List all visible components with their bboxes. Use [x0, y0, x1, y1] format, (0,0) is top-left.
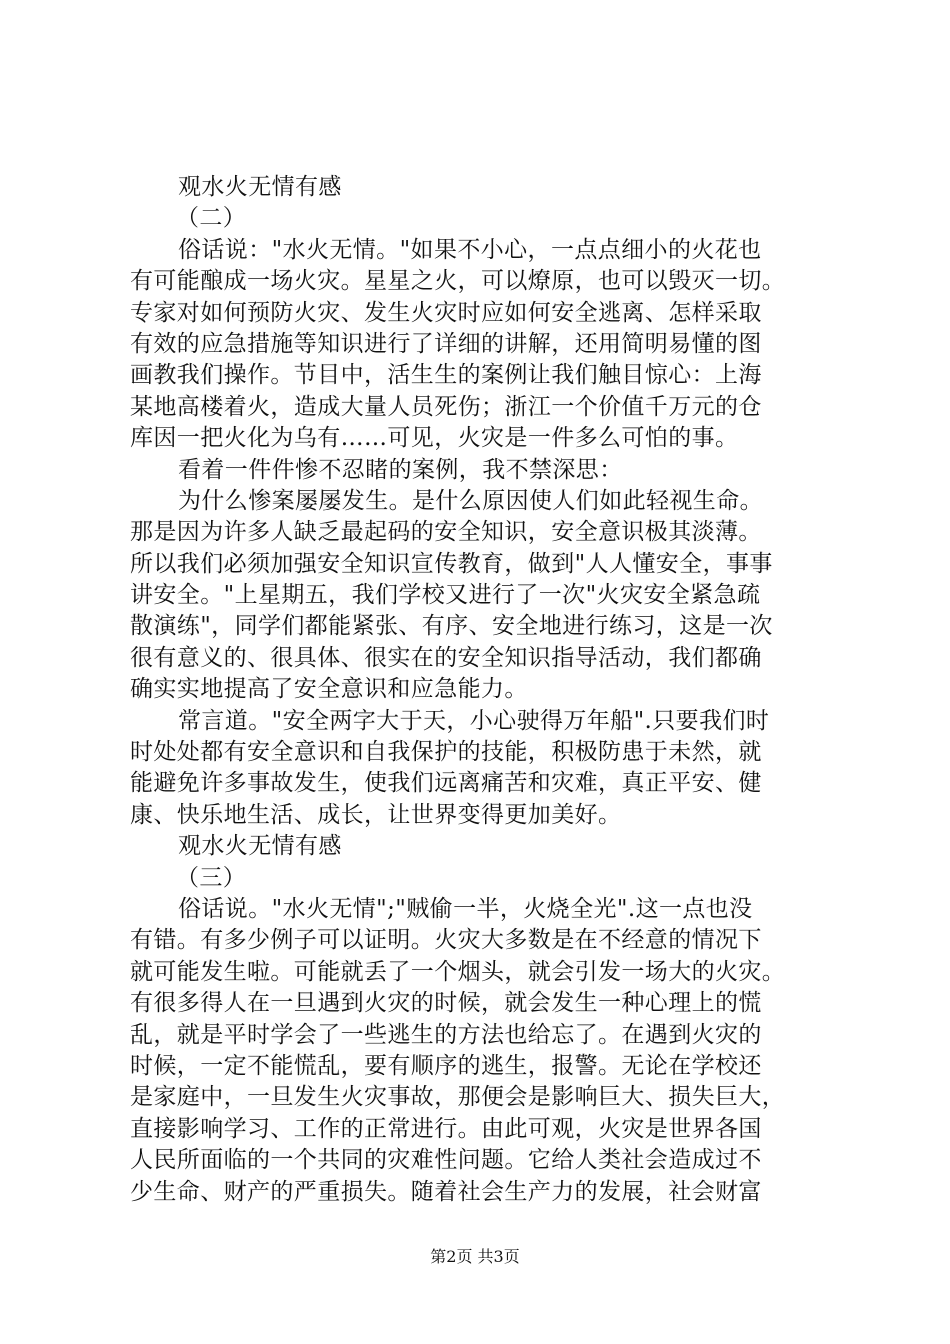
text-line: 是家庭中，一旦发生火灾事故，那便会是影响巨大、损失巨大，: [130, 1084, 786, 1111]
text-line: 康、快乐地生活、成长，让世界变得更加美好。: [130, 801, 622, 828]
text-line: 有可能酿成一场火灾。星星之火，可以燎原，也可以毁灭一切。: [130, 268, 786, 295]
text-line: 少生命、财产的严重损失。随着社会生产力的发展，社会财富: [130, 1178, 762, 1205]
text-line: 有效的应急措施等知识进行了详细的讲解，还用简明易懂的图: [130, 330, 762, 357]
text-line: 时处处都有安全意识和自我保护的技能，积极防患于未然，就: [130, 739, 762, 766]
text-line: 很有意义的、很具体、很实在的安全知识指导活动，我们都确: [130, 644, 762, 671]
paragraph: [130, 706, 830, 832]
text-line: 确实实地提高了安全意识和应急能力。: [130, 676, 528, 703]
section-subtitle: （二）: [176, 205, 247, 232]
text-line: 某地高楼着火，造成大量人员死伤；浙江一个价值千万元的仓: [130, 393, 762, 420]
text-line: 那是因为许多人缺乏最起码的安全知识，安全意识极其淡薄。: [130, 519, 762, 546]
paragraph: [130, 894, 830, 1208]
text-line: 库因一把火化为乌有……可见，火灾是一件多么可怕的事。: [130, 425, 739, 452]
text-line: 能避免许多事故发生，使我们远离痛苦和灾难，真正平安、健: [130, 770, 762, 797]
text-line: 常言道。"安全两字大于天，小心驶得万年船".只要我们时: [178, 707, 770, 734]
text-line: 乱，就是平时学会了一些逃生的方法也给忘了。在遇到火灾的: [130, 1021, 762, 1048]
text-line: 画教我们操作。节目中，活生生的案例让我们触目惊心：上海: [130, 362, 762, 389]
text-line: 专家对如何预防火灾、发生火灾时应如何安全逃离、怎样采取: [130, 299, 762, 326]
text-line: 俗话说。"水火无情";"贼偷一半，火烧全光".这一点也没: [178, 895, 753, 922]
text-line: 时候，一定不能慌乱，要有顺序的逃生，报警。无论在学校还: [130, 1052, 762, 1079]
text-line: 讲安全。"上星期五，我们学校又进行了一次"火灾安全紧急疏: [130, 582, 761, 609]
page-number-footer: 第2页 共3页: [430, 1247, 520, 1266]
paragraph: [130, 455, 830, 486]
section-subtitle: （三）: [176, 864, 247, 891]
section-3: [130, 831, 830, 1208]
paragraph: [130, 486, 830, 706]
text-line: 人民所面临的一个共同的灾难性问题。它给人类社会造成过不: [130, 1147, 762, 1174]
text-line: 为什么惨案屡屡发生。是什么原因使人们如此轻视生命。: [178, 487, 763, 514]
document-body: [130, 172, 830, 1208]
text-line: 有错。有多少例子可以证明。火灾大多数是在不经意的情况下: [130, 927, 762, 954]
paragraph: [130, 235, 830, 455]
text-line: 散演练"，同学们都能紧张、有序、安全地进行练习，这是一次: [130, 613, 773, 640]
section-2: [130, 172, 830, 831]
section-title: 观水火无情有感: [178, 833, 342, 860]
section-title: 观水火无情有感: [178, 174, 342, 200]
text-line: 有很多得人在一旦遇到火灾的时候，就会发生一种心理上的慌: [130, 990, 762, 1017]
text-line: 所以我们必须加强安全知识宣传教育，做到"人人懂安全，事事: [130, 550, 773, 577]
text-line: 俗话说："水火无情。"如果不小心，一点点细小的火花也: [178, 236, 762, 263]
text-line: 看着一件件惨不忍睹的案例，我不禁深思：: [178, 456, 623, 483]
text-line: 直接影响学习、工作的正常进行。由此可观，火灾是世界各国: [130, 1115, 762, 1142]
text-line: 就可能发生啦。可能就丢了一个烟头，就会引发一场大的火灾。: [130, 958, 786, 985]
